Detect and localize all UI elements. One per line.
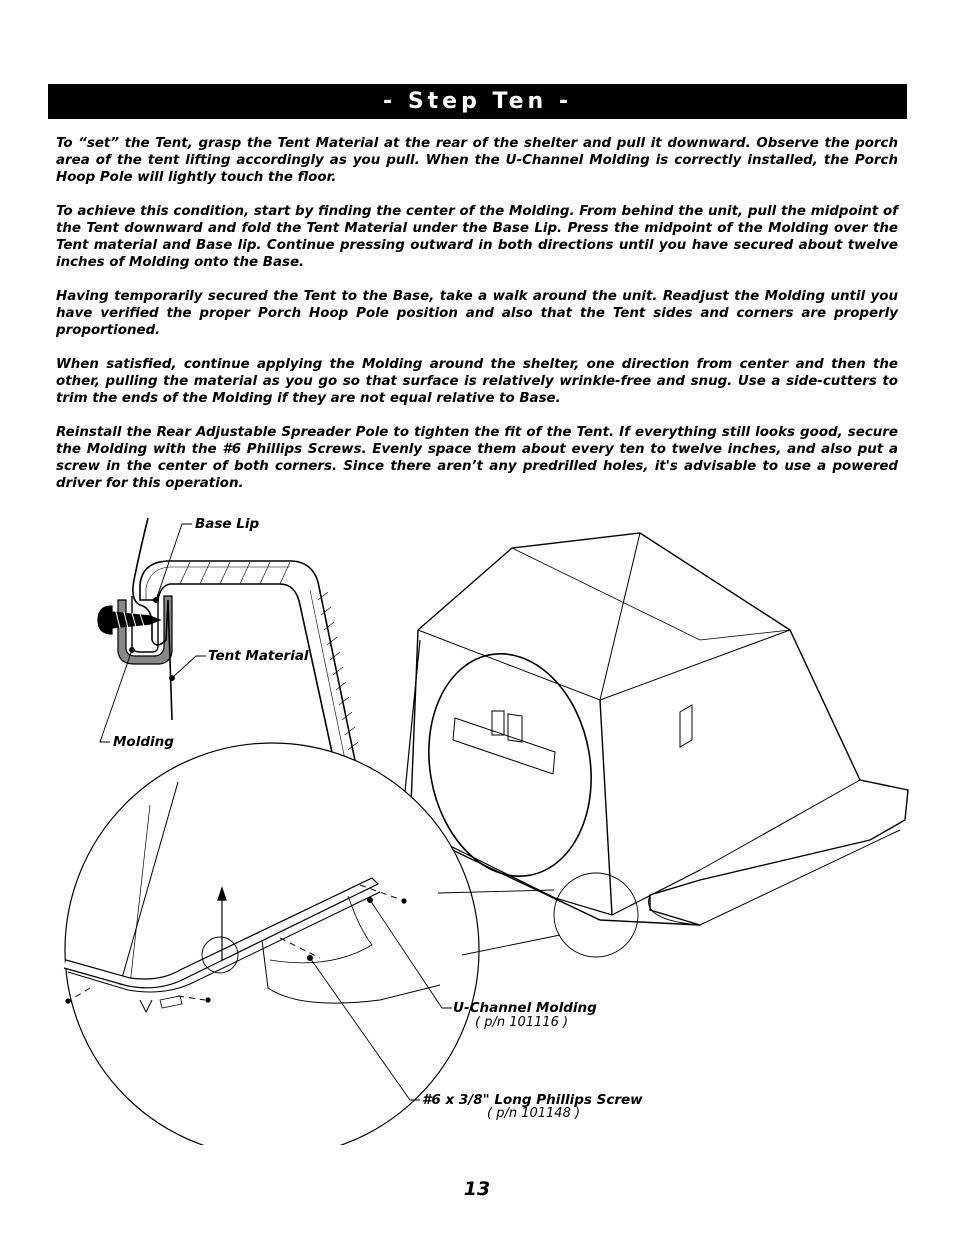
assembly-illustration: [0, 505, 954, 1145]
u-channel-molding-section: [118, 594, 172, 664]
label-u-channel-part-number: ( p/n 101116 ): [475, 1015, 569, 1030]
paragraph: Reinstall the Rear Adjustable Spreader Pole to tighten the fit of the Tent. If everything still looks good, secure the Molding with the #6 Phillips Screws. Evenly space them about every ten to twelve inches, and also put a screw in the center of both corners. Since there aren’t any predrilled holes, it's advisable to use a powered driver for this operation.: [56, 425, 898, 491]
label-screw: #6 x 3/8" Long Phillips Screw: [422, 1092, 643, 1108]
label-molding: Molding: [113, 734, 174, 750]
detail-magnifier: [64, 743, 479, 1145]
label-screw-part-number: ( p/n 101148 ): [487, 1106, 581, 1121]
label-base-lip: Base Lip: [195, 516, 260, 532]
cross-section-leaders: [100, 524, 206, 742]
paragraph: Having temporarily secured the Tent to the Base, take a walk around the unit. Readjust the Molding until you have verified the proper Porch Hoop Pole position and also that the Tent sides and corners are properly proportioned.: [56, 289, 898, 338]
page-number: 13: [463, 1178, 491, 1200]
step-title: - Step Ten -: [48, 84, 907, 119]
paragraph: When satisfied, continue applying the Molding around the shelter, one direction from center and then the other, pulling the material as you go so that surface is relatively wrinkle-free and snug. Use a side-cutters to trim the ends of the Molding if they are not equal relative to Base.: [56, 357, 898, 406]
molding-installation-drawing: [0, 505, 954, 1145]
shelter-body: [402, 533, 908, 957]
label-u-channel-molding: U-Channel Molding: [453, 1000, 597, 1016]
phillips-screw-section: [98, 606, 160, 634]
paragraph: To “set” the Tent, grasp the Tent Material at the rear of the shelter and pull it downward. Observe the porch area of the tent lifting accordingly as you pull. When the U-Channel Molding is correctly installed, the Porch Hoop Pole will lightly touch the floor.: [56, 136, 898, 185]
label-tent-material: Tent Material: [208, 648, 309, 664]
instructions-body: [56, 135, 898, 509]
paragraph: To achieve this condition, start by finding the center of the Molding. From behind the unit, pull the midpoint of the Tent downward and fold the Tent Material under the Base Lip. Press the midpoint of the Molding over the Tent material and Base lip. Continue pressing outward in both directions until you have secured about twelve inches of Molding onto the Base.: [56, 204, 898, 270]
